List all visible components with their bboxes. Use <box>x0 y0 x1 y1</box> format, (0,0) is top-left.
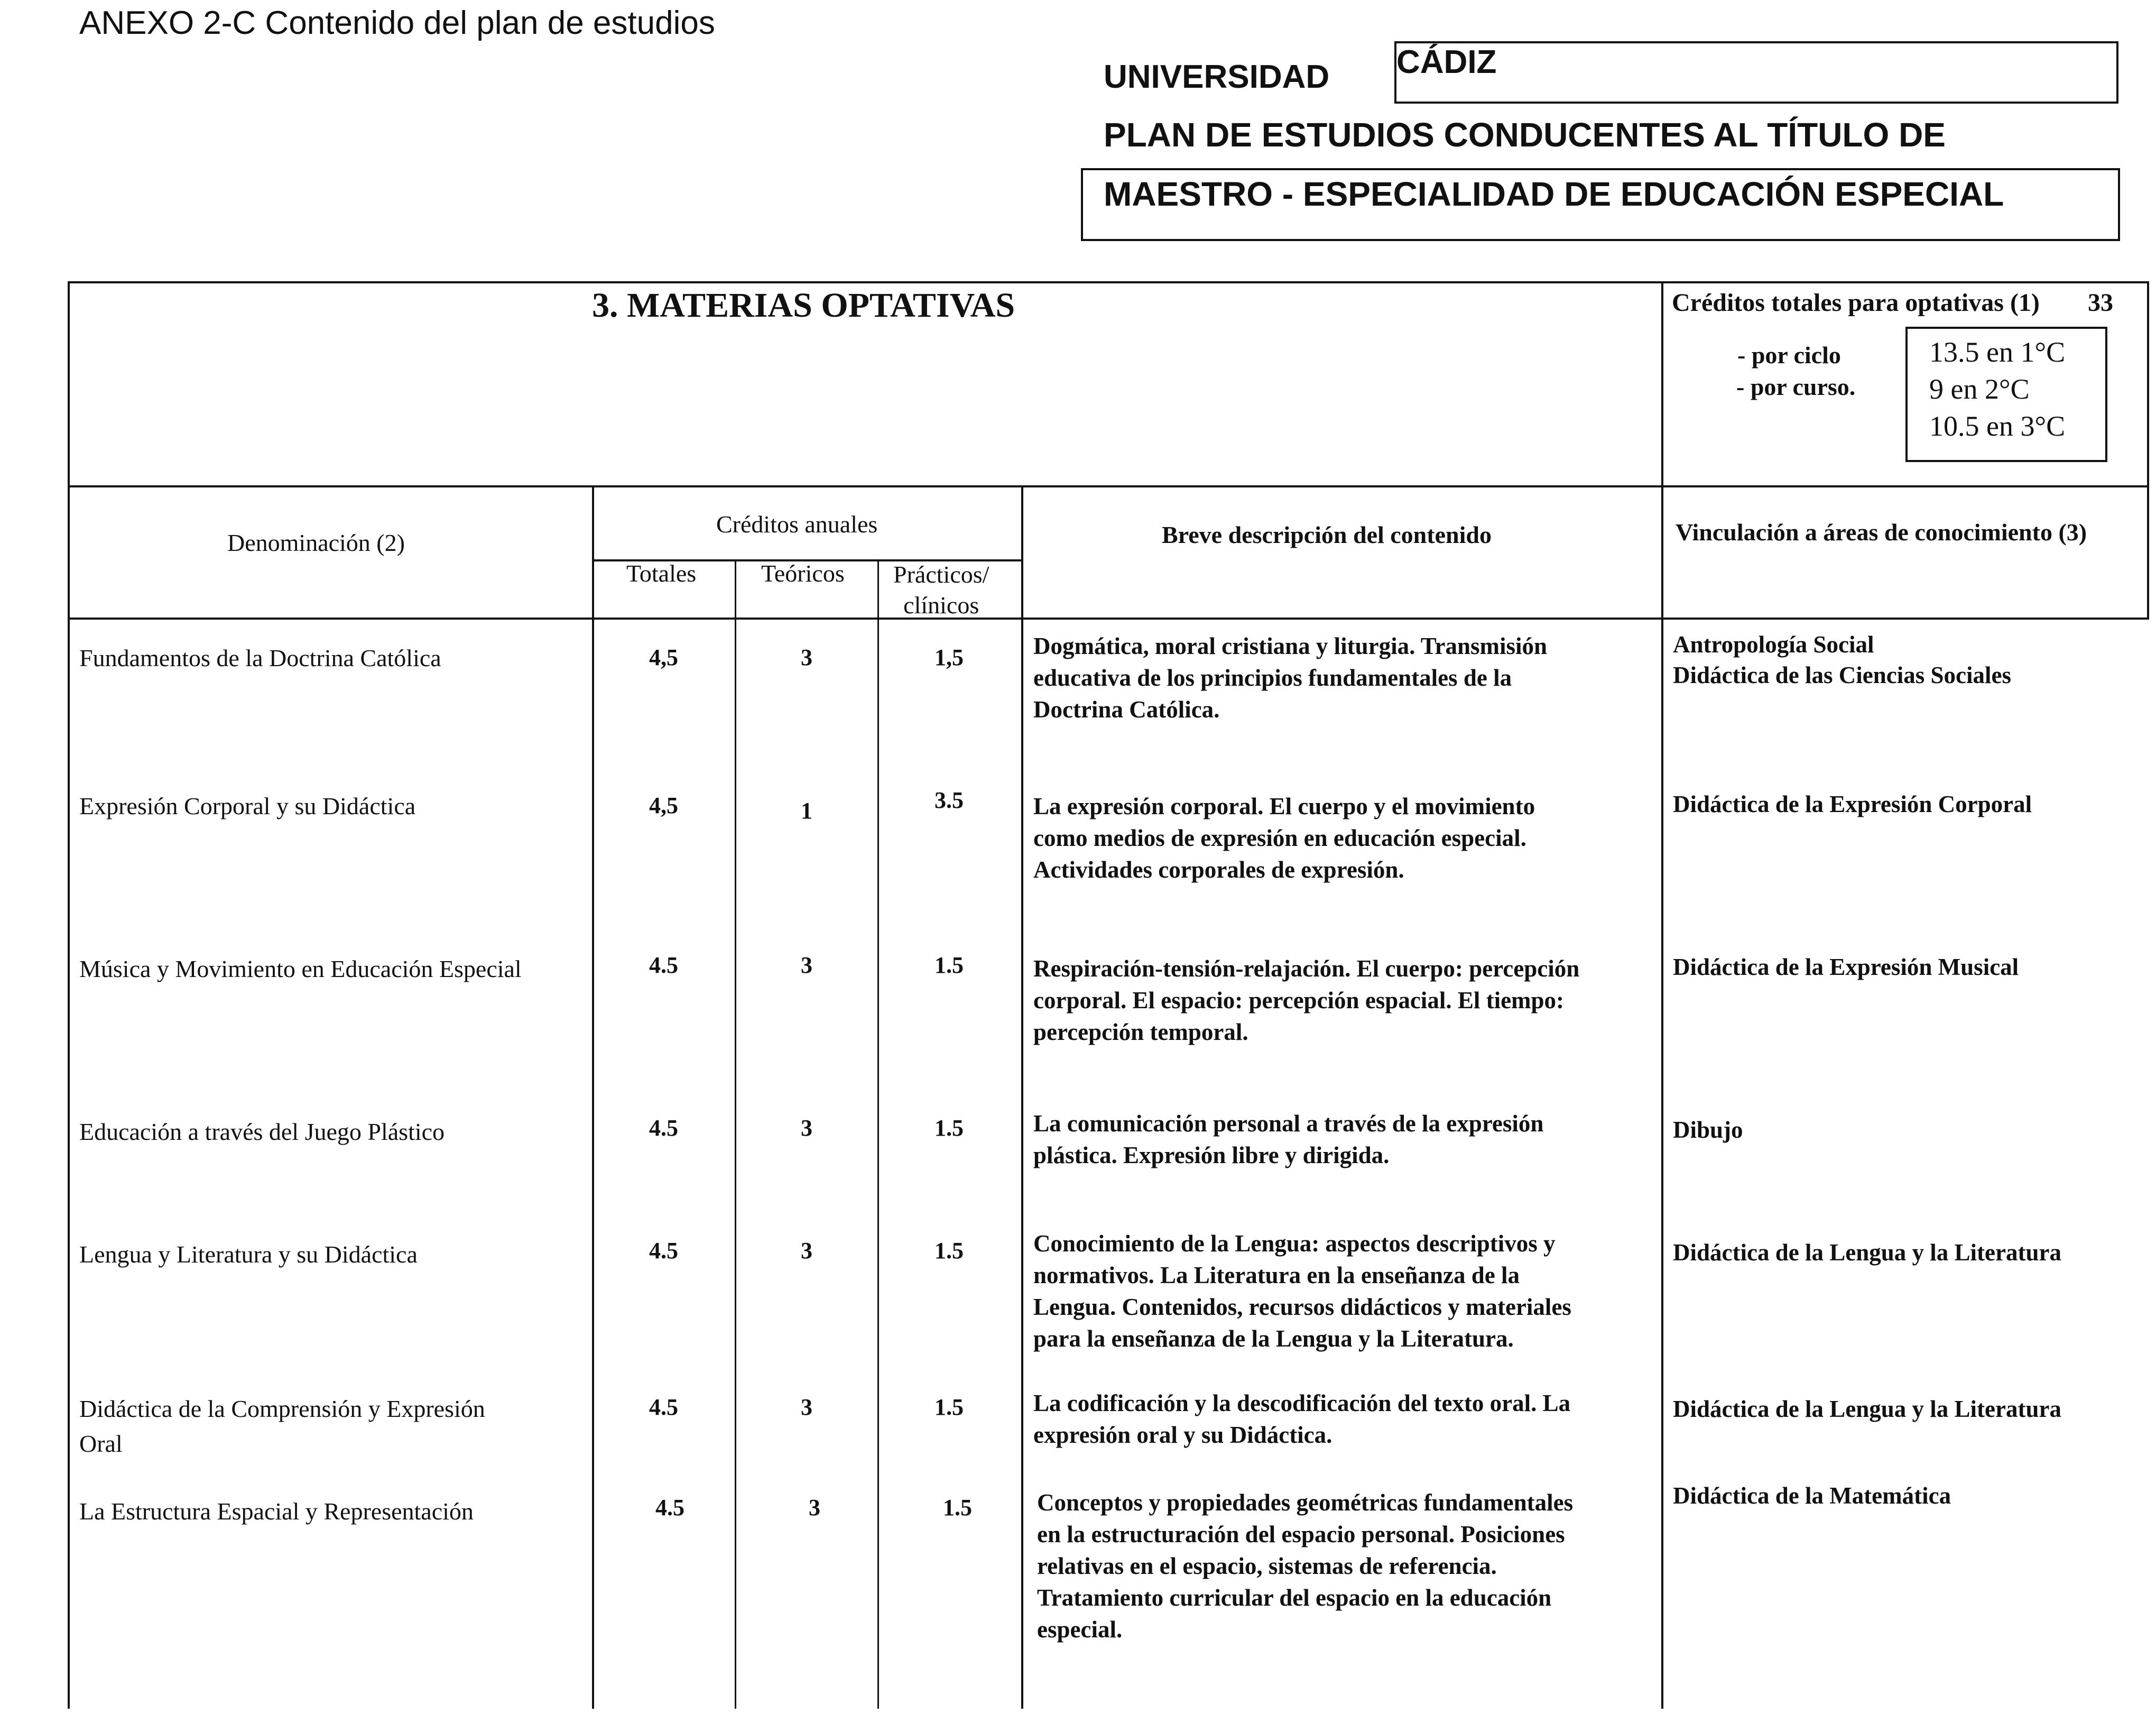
por-ciclo-label: - por ciclo <box>1737 342 1841 368</box>
header-row-bottom <box>68 485 2149 487</box>
column-header-teoricos: Teóricos <box>761 560 845 587</box>
row-teoricos: 3 <box>801 1394 812 1420</box>
totales-divider <box>735 559 736 1709</box>
row-practicos: 1.5 <box>934 1115 964 1141</box>
row-totales: 4.5 <box>649 1115 678 1141</box>
row-description: La comunicación personal a través de la expresión plástica. Expresión libre y dirigida. <box>1033 1110 1544 1168</box>
row-description: Conocimiento de la Lengua: aspectos descriptivos y normativos. La Literatura en la enseñanza de la Lengua. Contenidos, recursos didácticos y materiales para la enseñanza de la Lengua y la Literatura. <box>1033 1230 1571 1352</box>
row-practicos: 1.5 <box>934 1394 964 1420</box>
row-totales: 4,5 <box>649 644 678 670</box>
column-header-practicos <box>893 559 989 621</box>
degree-title: MAESTRO - ESPECIALIDAD DE EDUCACIÓN ESPECIAL <box>1104 175 2004 213</box>
row-practicos: 3.5 <box>934 787 964 813</box>
credits-course-2: 9 en 2°C <box>1929 373 2030 405</box>
row-description: Conceptos y propiedades geométricas fundamentales en la estructuración del espacio personal. Posiciones relativas en el espacio, sistemas de referencia. Tratamiento curricular del espacio en la educación especial. <box>1037 1489 1574 1643</box>
row-areas: Dibujo <box>1673 1117 1743 1143</box>
column-header-denominacion: Denominación (2) <box>227 529 405 556</box>
row-description: La codificación y la descodificación del texto oral. La expresión oral y su Didáctica. <box>1033 1390 1571 1448</box>
row-description: La expresión corporal. El cuerpo y el movimiento como medios de expresión en educación especial. Actividades corporales de expresión. <box>1033 793 1535 883</box>
table-row-name: Fundamentos de la Doctrina Católica <box>79 644 441 671</box>
table-row-name: Música y Movimiento en Educación Especial <box>79 955 522 982</box>
section-title: 3. MATERIAS OPTATIVAS <box>592 286 1015 325</box>
credits-total-value: 33 <box>2088 289 2113 317</box>
table-right-border <box>2147 281 2149 619</box>
row-description: Respiración-tensión-relajación. El cuerpo: percepción corporal. El espacio: percepción espacial. El tiempo: percepción temporal. <box>1033 955 1580 1045</box>
row-areas: Didáctica de la Lengua y la Literatura <box>1673 1396 2061 1422</box>
credits-total-label: Créditos totales para optativas (1) <box>1672 289 2040 317</box>
row-teoricos: 3 <box>809 1495 820 1521</box>
column-header-descripcion: Breve descripción del contenido <box>1162 521 1492 548</box>
denominacion-divider <box>592 485 594 1709</box>
column-header-practicos-line1: Prácticos/ <box>893 561 989 588</box>
row-totales: 4.5 <box>649 952 678 978</box>
column-header-practicos-line2: clínicos <box>903 592 979 619</box>
row-teoricos: 1 <box>801 798 812 824</box>
table-row-name: Educación a través del Juego Plástico <box>79 1118 445 1145</box>
university-box <box>1394 41 2118 104</box>
credits-course-1: 13.5 en 1°C <box>1929 336 2066 368</box>
table-row-name: Expresión Corporal y su Didáctica <box>79 793 416 819</box>
row-practicos: 1.5 <box>934 952 964 978</box>
row-totales: 4.5 <box>649 1238 678 1264</box>
por-curso-label: - por curso. <box>1736 373 1856 400</box>
annex-title: ANEXO 2-C Contenido del plan de estudios <box>79 5 715 41</box>
table-top-border <box>68 281 2149 283</box>
credits-course-3: 10.5 en 3°C <box>1929 410 2066 442</box>
column-header-creditos-anuales: Créditos anuales <box>716 511 878 538</box>
row-areas: Didáctica de la Expresión Musical <box>1673 954 2019 980</box>
row-practicos: 1,5 <box>934 644 964 670</box>
teoricos-divider <box>877 559 879 1709</box>
row-areas: Didáctica de la Matemática <box>1673 1482 1951 1509</box>
row-areas: Didáctica de la Lengua y la Literatura <box>1673 1239 2061 1266</box>
column-header-totales: Totales <box>626 560 697 587</box>
column-header-vinculacion: Vinculación a áreas de conocimiento (3) <box>1676 519 2087 546</box>
row-areas: Didáctica de la Expresión Corporal <box>1673 791 2032 817</box>
plan-heading: PLAN DE ESTUDIOS CONDUCENTES AL TÍTULO DE <box>1104 116 1946 154</box>
row-teoricos: 3 <box>801 1115 812 1141</box>
table-row-name: Didáctica de la Comprensión y Expresión Oral <box>79 1395 485 1457</box>
university-label: UNIVERSIDAD <box>1104 59 1330 95</box>
row-description: Dogmática, moral cristiana y liturgia. Transmisión educativa de los principios fundamentales de la Doctrina Católica. <box>1033 633 1548 723</box>
credits-column-divider <box>1661 281 1663 1709</box>
row-teoricos: 3 <box>801 952 812 978</box>
creditos-divider <box>1021 485 1023 1709</box>
row-totales: 4.5 <box>649 1394 678 1420</box>
row-practicos: 1.5 <box>934 1238 964 1264</box>
row-teoricos: 3 <box>801 644 812 670</box>
row-practicos: 1.5 <box>943 1495 972 1521</box>
table-row-name: Lengua y Literatura y su Didáctica <box>79 1241 418 1268</box>
row-totales: 4,5 <box>649 793 678 818</box>
row-totales: 4.5 <box>655 1495 684 1521</box>
row-teoricos: 3 <box>801 1238 812 1264</box>
column-header-bottom <box>68 618 2149 620</box>
table-left-border <box>68 281 70 1709</box>
row-areas: Antropología Social Didáctica de las Ciencias Sociales <box>1673 631 2011 688</box>
table-row-name: La Estructura Espacial y Representación <box>79 1498 474 1525</box>
university-value: CÁDIZ <box>1396 44 1497 80</box>
